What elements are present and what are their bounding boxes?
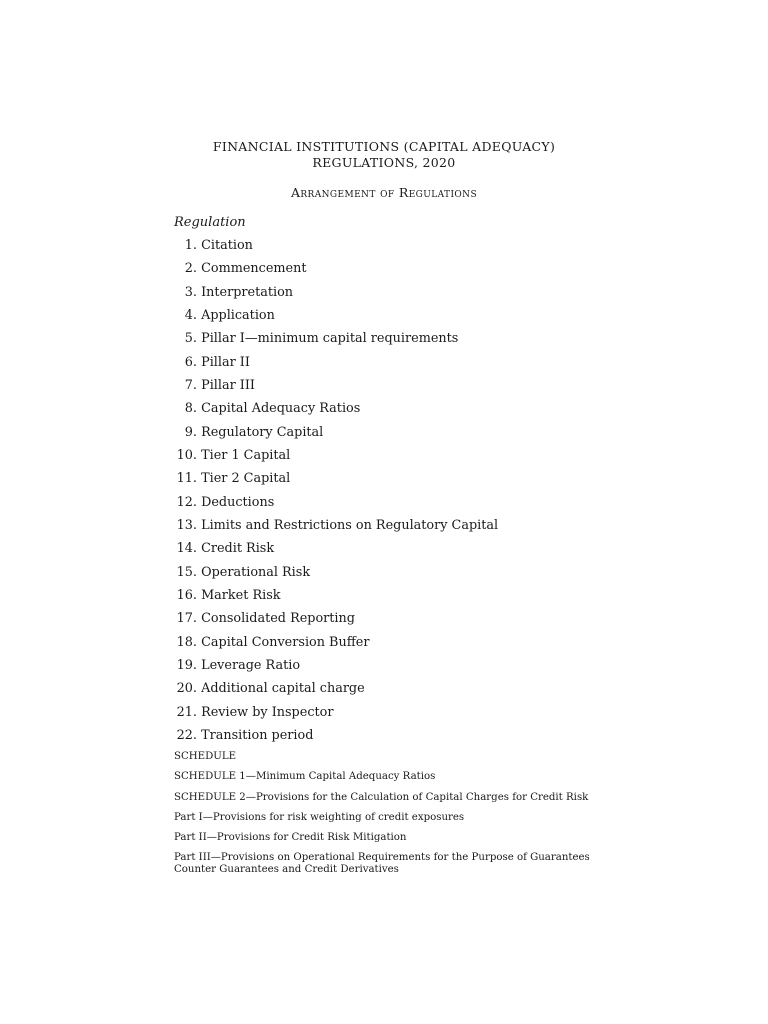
regulation-number: 3.	[184, 284, 197, 300]
regulation-number: 16.	[176, 587, 197, 603]
regulation-item	[174, 401, 498, 424]
regulation-number: 9.	[184, 424, 197, 440]
regulation-number: 8.	[184, 401, 197, 417]
regulation-label: Capital Adequacy Ratios	[201, 401, 361, 417]
regulation-label: Tier 2 Capital	[201, 471, 291, 487]
regulations-list	[174, 238, 498, 751]
regulation-label: Transition period	[201, 727, 314, 743]
regulation-item	[174, 285, 498, 308]
schedule-item: SCHEDULE 2—Provisions for the Calculation of Capital Charges for Credit Risk	[174, 792, 589, 803]
regulation-label: Pillar I—minimum capital requirements	[201, 331, 459, 347]
regulation-label: Credit Risk	[201, 541, 275, 557]
regulation-number: 10.	[176, 447, 197, 463]
regulation-number: 17.	[176, 611, 197, 627]
regulation-number: 4.	[184, 307, 197, 323]
schedule-item: Part I—Provisions for risk weighting of credit exposures	[174, 812, 465, 823]
regulation-number: 20.	[176, 681, 197, 697]
regulation-label: Market Risk	[201, 587, 281, 603]
regulation-item	[174, 471, 498, 494]
regulation-label: Leverage Ratio	[201, 657, 301, 673]
regulation-number: 14.	[176, 541, 197, 557]
regulation-number: 7.	[184, 377, 197, 393]
regulation-label: Tier 1 Capital	[201, 447, 291, 463]
schedule-item: SCHEDULE	[174, 751, 237, 762]
regulation-item	[174, 635, 498, 658]
regulation-label: Capital Conversion Buffer	[201, 634, 370, 650]
regulation-label: Pillar III	[201, 377, 255, 393]
regulation-item	[174, 658, 498, 681]
arrangement-heading: Arrangement of Regulations	[290, 185, 478, 200]
document-title-line-2: REGULATIONS, 2020	[312, 155, 456, 170]
regulation-number: 19.	[176, 657, 197, 673]
regulation-item	[174, 681, 498, 704]
regulation-item	[174, 261, 498, 284]
regulation-number: 11.	[176, 471, 197, 487]
regulation-item	[174, 331, 498, 354]
regulation-label: Deductions	[201, 494, 275, 510]
regulation-label: Interpretation	[201, 284, 294, 300]
schedule-item: Part III—Provisions on Operational Requirements for the Purpose of Guarantees Counter Guarantees and Credit Derivatives	[174, 852, 590, 875]
regulation-number: 12.	[176, 494, 197, 510]
regulation-item	[174, 448, 498, 471]
regulation-item	[174, 728, 498, 751]
regulation-item	[174, 611, 498, 634]
regulation-label: Limits and Restrictions on Regulatory Capital	[201, 517, 499, 533]
regulation-item	[174, 378, 498, 401]
regulation-item	[174, 425, 498, 448]
regulation-item	[174, 588, 498, 611]
regulation-label: Review by Inspector	[201, 704, 334, 720]
regulation-item	[174, 705, 498, 728]
document-title-line-1: FINANCIAL INSTITUTIONS (CAPITAL ADEQUACY)	[212, 139, 556, 154]
schedule-item: Part II—Provisions for Credit Risk Mitigation	[174, 832, 407, 843]
regulation-number: 2.	[184, 261, 197, 277]
regulation-number: 22.	[176, 727, 197, 743]
regulation-number: 21.	[176, 704, 197, 720]
regulation-item	[174, 355, 498, 378]
regulation-label: Operational Risk	[201, 564, 311, 580]
regulation-number: 6.	[184, 354, 197, 370]
regulation-number: 1.	[184, 238, 197, 253]
regulation-label: Regulatory Capital	[201, 424, 324, 440]
regulation-item	[174, 518, 498, 541]
regulation-number: 15.	[176, 564, 197, 580]
regulation-label: Commencement	[201, 261, 307, 277]
regulation-label: Application	[201, 307, 275, 323]
regulation-label: Citation	[201, 238, 253, 253]
schedule-item: SCHEDULE 1—Minimum Capital Adequacy Ratios	[174, 771, 436, 782]
regulation-item	[174, 238, 498, 261]
regulation-item	[174, 308, 498, 331]
regulation-label: Pillar II	[201, 354, 250, 370]
regulation-number: 13.	[176, 517, 197, 533]
regulation-label: Consolidated Reporting	[201, 611, 355, 627]
regulation-item	[174, 565, 498, 588]
regulation-item	[174, 495, 498, 518]
regulation-label: Additional capital charge	[201, 681, 365, 697]
regulation-number: 5.	[184, 331, 197, 347]
regulation-item	[174, 541, 498, 564]
regulation-column-heading: Regulation	[174, 215, 246, 230]
schedules-list	[174, 751, 614, 876]
regulation-number: 18.	[176, 634, 197, 650]
